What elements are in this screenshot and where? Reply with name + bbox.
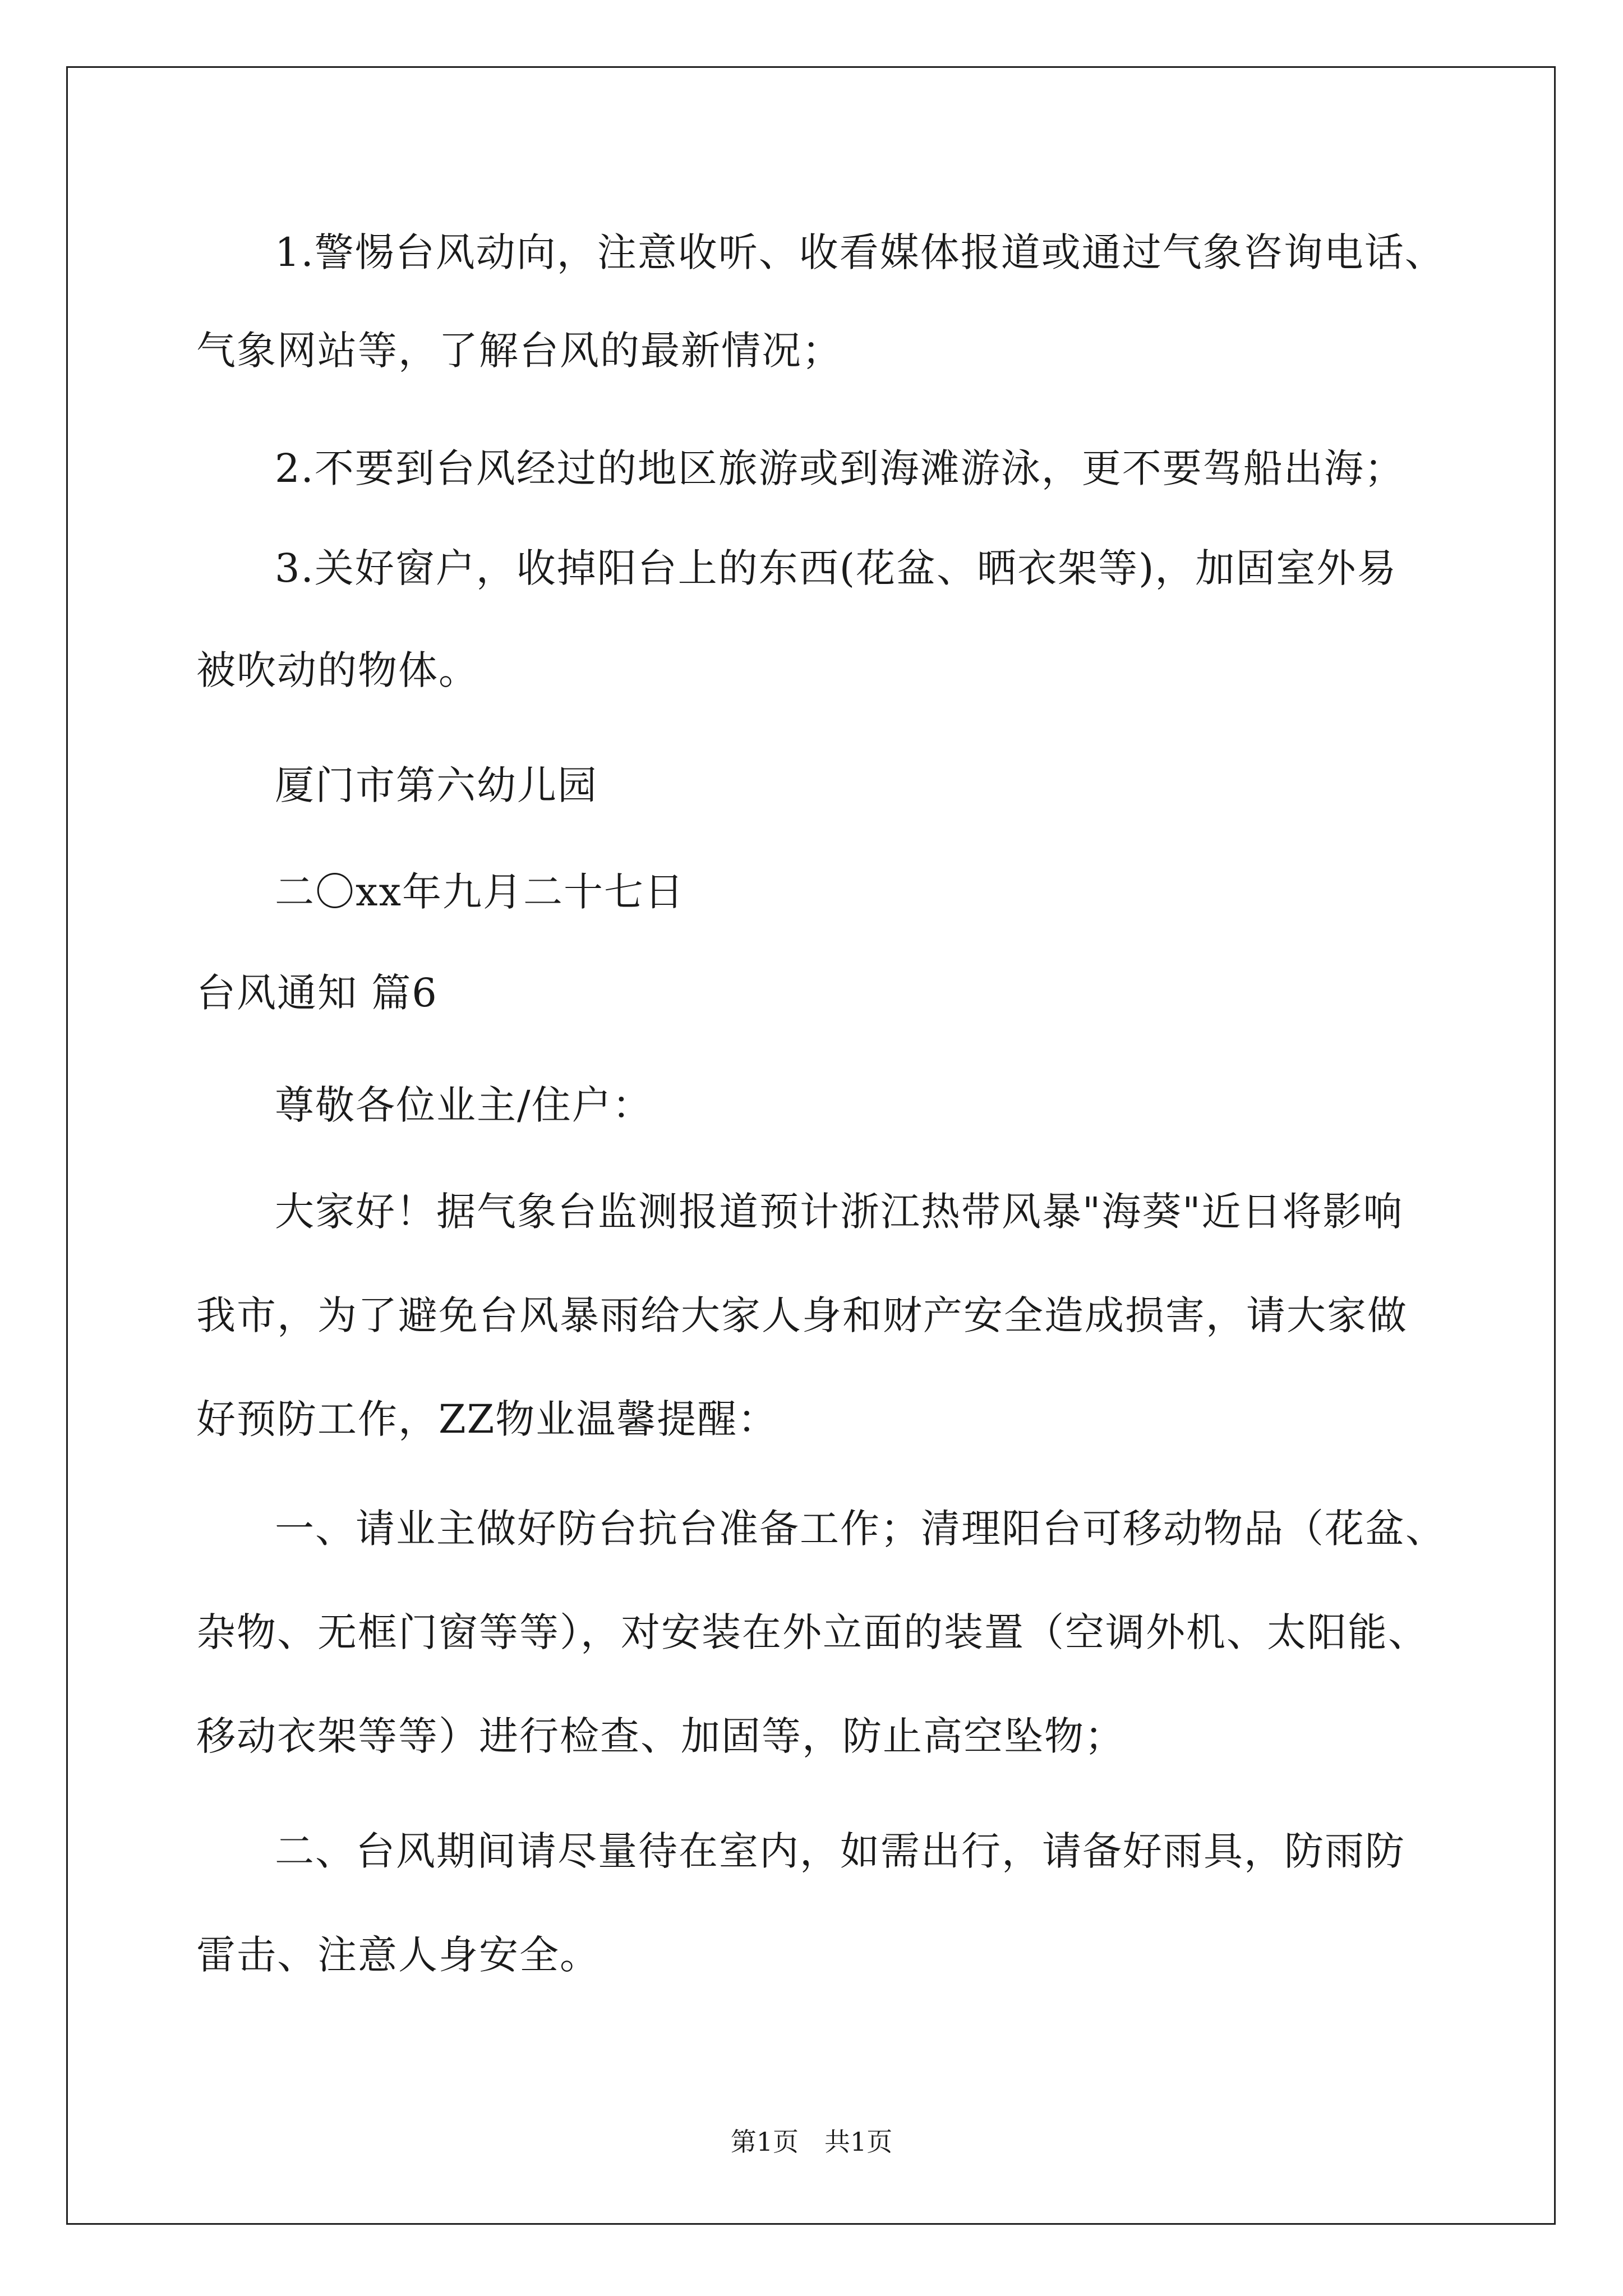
paragraph-line: 被吹动的物体。 <box>196 647 479 693</box>
paragraph-line: 一、请业主做好防台抗台准备工作；清理阳台可移动物品（花盆、 <box>275 1506 1446 1552</box>
page-border <box>66 66 1556 2225</box>
signature-date: 二〇xx年九月二十七日 <box>275 869 685 915</box>
paragraph-line: 雷击、注意人身安全。 <box>196 1932 600 1978</box>
paragraph-line: 杂物、无框门窗等等），对安装在外立面的装置（空调外机、太阳能、 <box>196 1609 1428 1655</box>
signature-organization: 厦门市第六幼儿园 <box>275 762 598 808</box>
paragraph-line: 2.不要到台风经过的地区旅游或到海滩游泳，更不要驾船出海； <box>275 445 1405 491</box>
paragraph-line: 好预防工作，ZZ物业温馨提醒： <box>196 1396 778 1442</box>
paragraph-line: 1.警惕台风动向，注意收听、收看媒体报道或通过气象咨询电话、 <box>275 229 1445 275</box>
paragraph-line: 3.关好窗户，收掉阳台上的东西(花盆、晒衣架等)，加固室外易 <box>275 545 1398 591</box>
page-footer: 第1页 共1页 <box>730 2127 893 2157</box>
paragraph-line: 气象网站等，了解台风的最新情况； <box>196 328 842 374</box>
salutation: 尊敬各位业主/住户： <box>275 1082 653 1128</box>
paragraph-line: 大家好！据气象台监测报道预计浙江热带风暴"海葵"近日将影响 <box>275 1189 1404 1235</box>
paragraph-line: 二、台风期间请尽量待在室内，如需出行，请备好雨具，防雨防 <box>275 1828 1405 1874</box>
paragraph-line: 我市，为了避免台风暴雨给大家人身和财产安全造成损害，请大家做 <box>196 1292 1408 1338</box>
section-heading: 台风通知 篇6 <box>196 970 438 1016</box>
paragraph-line: 移动衣架等等）进行检查、加固等，防止高空坠物； <box>196 1713 1125 1759</box>
